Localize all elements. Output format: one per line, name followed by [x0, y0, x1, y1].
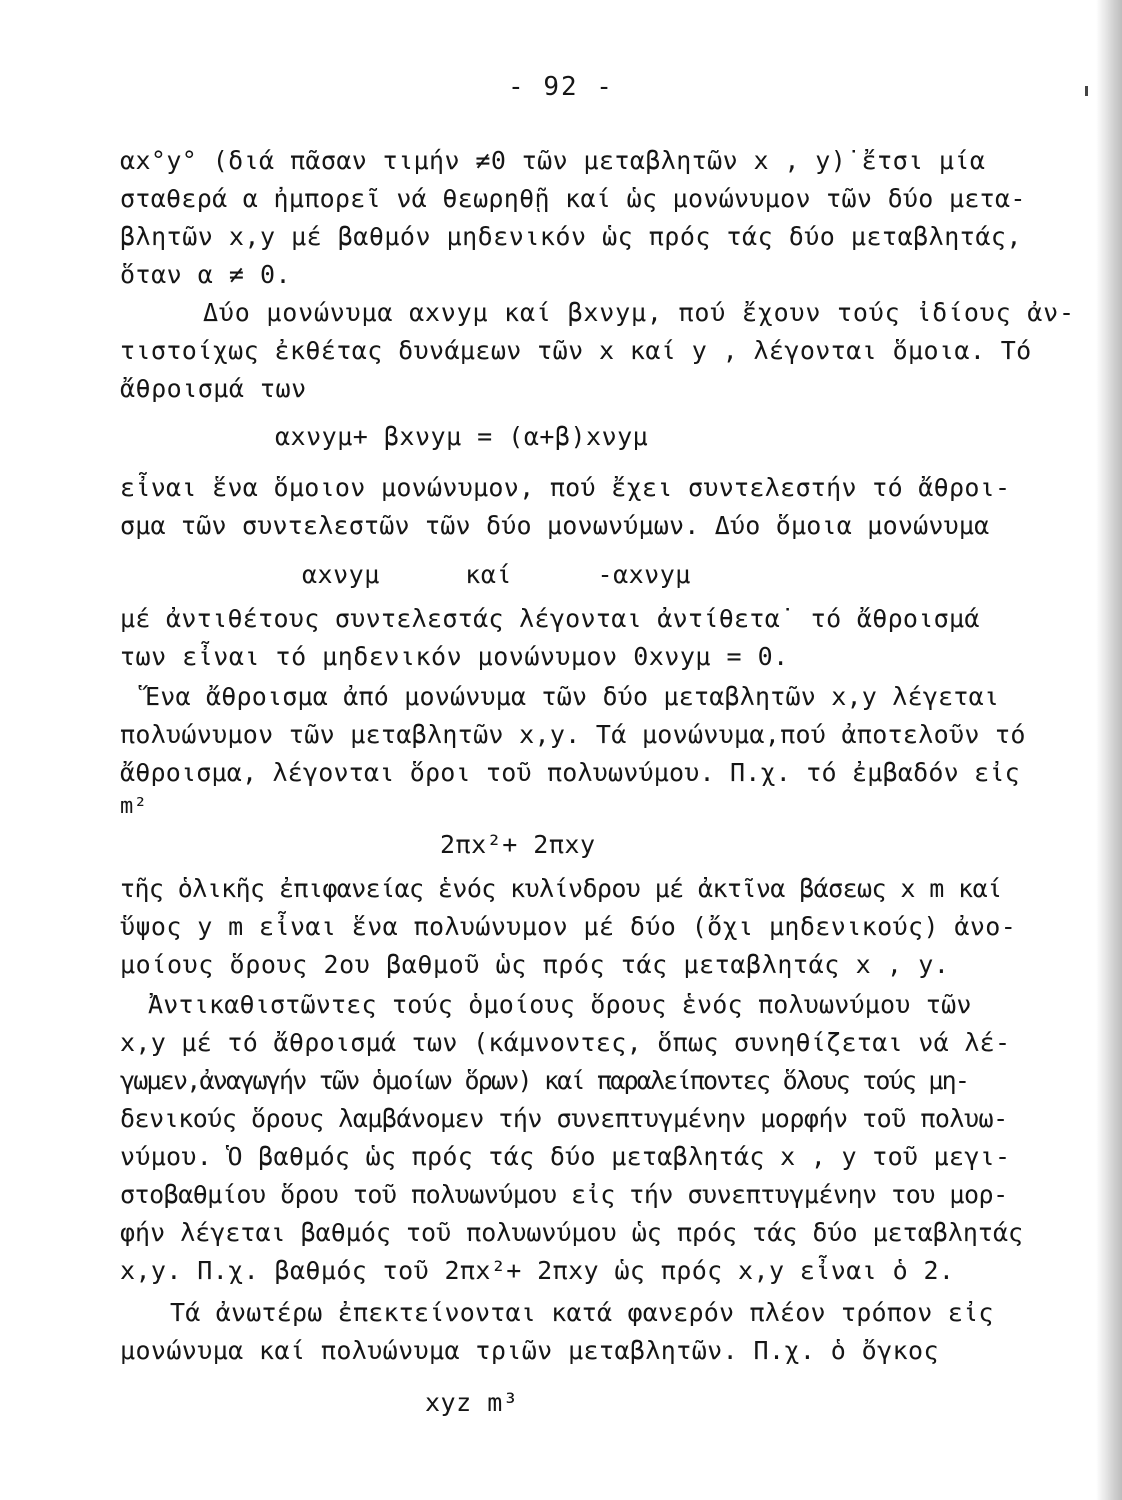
text-line: Τά ἀνωτέρω ἐπεκτείνονται κατά φανερόν πλέον τρόπον εἰς — [170, 1298, 994, 1327]
text-line: των εἶναι τό μηδενικόν μονώνυμον 0xνyμ = 0. — [120, 642, 789, 671]
formula-line: αxνyμ+ βxνyμ = (α+β)xνyμ — [275, 422, 649, 451]
text-line: μονώνυμα καί πολυώνυμα τριῶν μεταβλητῶν. Π.χ. ὁ ὄγκος — [120, 1336, 939, 1365]
text-line: Ἕνα ἄθροισμα ἀπό μονώνυμα τῶν δύο μεταβλητῶν x,y λέγεται — [145, 682, 1000, 711]
text-line: ἄθροισμά των — [120, 374, 307, 403]
text-line: εἶναι ἕνα ὅμοιον μονώνυμον, πού ἔχει συντελεστήν τό ἄθροι- — [120, 473, 1011, 502]
formula-line: 2πx²+ 2πxy — [440, 830, 596, 859]
page-edge-shadow — [1096, 0, 1122, 1500]
text-line: γωμεν,ἀναγωγήν τῶν ὁμοίων ὅρων) καί παραλείποντες ὅλους τούς μη- — [120, 1066, 969, 1095]
text-line: Ἀντικαθιστῶντες τούς ὁμοίους ὅρους ἑνός πολυωνύμου τῶν — [148, 990, 972, 1019]
text-line: δενικούς ὅρους λαμβάνομεν τήν συνεπτυγμένην μορφήν τοῦ πολυω- — [120, 1104, 1008, 1133]
text-line: ὕψος y m εἶναι ἕνα πολυώνυμον μέ δύο (ὄχι μηδενικούς) ἀνο- — [120, 912, 1017, 941]
formula-line: xyz m³ — [425, 1388, 519, 1417]
text-line: τιστοίχως ἐκθέτας δυνάμεων τῶν x καί y , λέγονται ὅμοια. Τό — [120, 336, 1032, 365]
text-line: αx°y° (διά πᾶσαν τιμήν ≠0 τῶν μεταβλητῶν x , y)˙ἔτσι μία — [120, 146, 986, 175]
text-line: στοβαθμίου ὅρου τοῦ πολυωνύμου εἰς τήν συνεπτυγμένην του μορ- — [120, 1180, 1008, 1209]
text-line: x,y μέ τό ἄθροισμά των (κάμνοντες, ὅπως συνηθίζεται νά λέ- — [120, 1028, 1011, 1057]
text-line: m² — [120, 794, 148, 819]
text-line: σταθερά α ἠμπορεῖ νά θεωρηθῇ καί ὡς μονώνυμον τῶν δύο μετα- — [120, 184, 1026, 213]
text-line: φήν λέγεται βαθμός τοῦ πολυωνύμου ὡς πρός τάς δύο μεταβλητάς — [120, 1218, 1024, 1247]
text-line: ὅταν α ≠ 0. — [120, 260, 292, 289]
text-line: μέ ἀντιθέτους συντελεστάς λέγονται ἀντίθετα˙ τό ἄθροισμά — [120, 604, 980, 633]
text-line: τῆς ὁλικῆς ἐπιφανείας ἑνός κυλίνδρου μέ ἀκτῖνα βάσεως x m καί — [120, 874, 1002, 903]
text-line: νύμου. Ὁ βαθμός ὡς πρός τάς δύο μεταβλητάς x , y τοῦ μεγι- — [120, 1142, 1011, 1171]
text-line: σμα τῶν συντελεστῶν τῶν δύο μονωνύμων. Δύο ὅμοια μονώνυμα — [120, 511, 990, 540]
page-number: - 92 - — [508, 72, 614, 102]
text-line: μοίους ὅρους 2ου βαθμοῦ ὡς πρός τάς μεταβλητάς x , y. — [120, 950, 950, 979]
text-line: βλητῶν x,y μέ βαθμόν μηδενικόν ὡς πρός τάς δύο μεταβλητάς, — [120, 222, 1022, 251]
text-line: ἄθροισμα, λέγονται ὅροι τοῦ πολυωνύμου. Π.χ. τό ἐμβαδόν εἰς — [120, 758, 1020, 787]
formula-line: αxνyμ καί -αxνyμ — [302, 560, 691, 589]
text-line: Δύο μονώνυμα αxνyμ καί βxνyμ, πού ἔχουν τούς ἰδίους ἀν- — [203, 298, 1075, 327]
text-line: x,y. Π.χ. βαθμός τοῦ 2πx²+ 2πxy ὡς πρός x,y εἶναι ὁ 2. — [120, 1256, 955, 1285]
text-line: πολυώνυμον τῶν μεταβλητῶν x,y. Τά μονώνυμα,πού ἀποτελοῦν τό — [120, 720, 1026, 749]
